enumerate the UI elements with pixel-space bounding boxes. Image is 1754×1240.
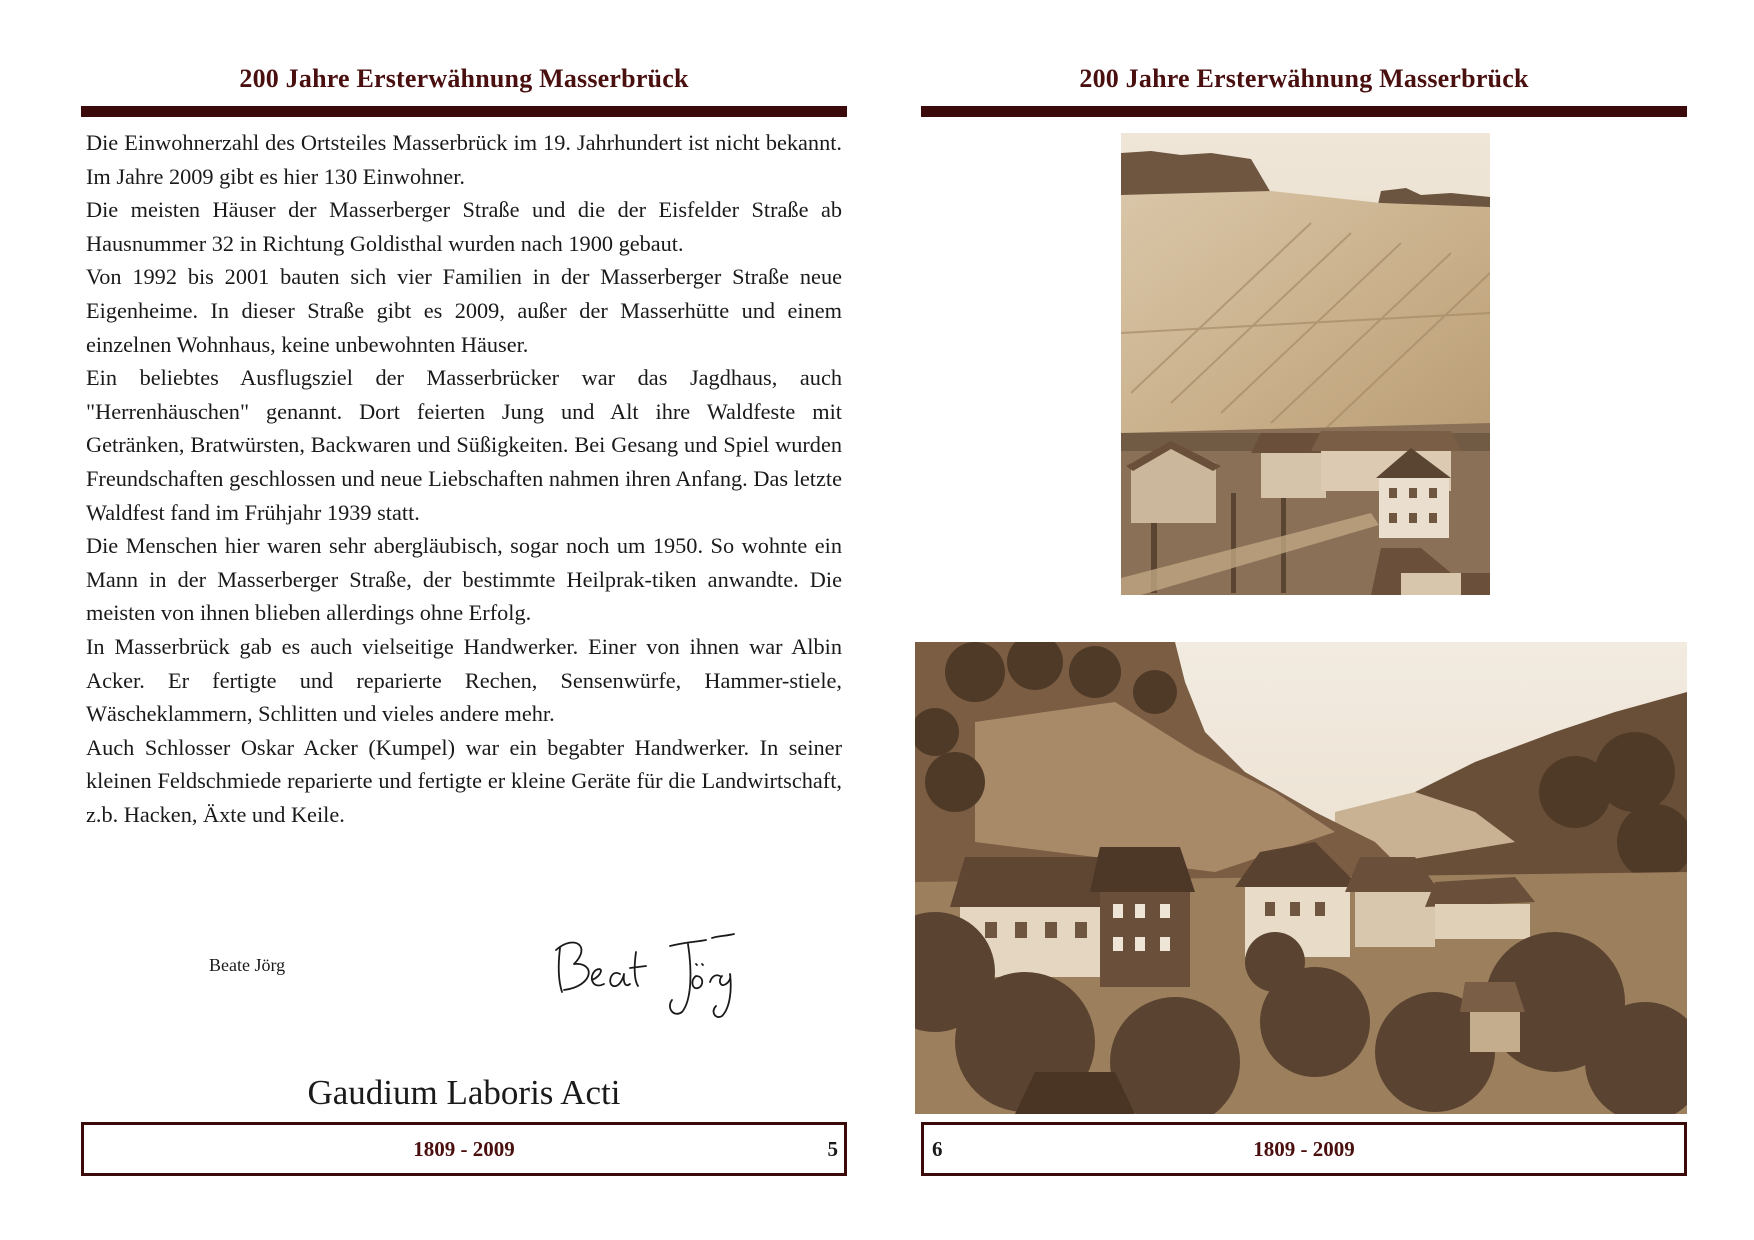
historic-photo-village — [915, 642, 1687, 1114]
paragraph: Ein beliebtes Ausflugsziel der Masserbrücker war das Jagdhaus, auch "Herrenhäuschen" genannt. Dort feierten Jung und Alt ihre Waldfeste mit Getränken, Bratwürsten, Backwaren und Süßigkeiten. Bei Gesang und Spiel wurden Freundschaften geschlossen und neue Liebschaften nahmen ihren Anfang. Das letzte Waldfest fand im Frühjahr 1939 statt. — [86, 365, 842, 525]
body-text — [86, 126, 842, 831]
motto: Gaudium Laboris Acti — [307, 1073, 621, 1112]
paragraph: In Masserbrück gab es auch vielseitige Handwerker. Einer von ihnen war Albin Acker. Er fertigte und reparierte Rechen, Sensenwürfe, Hammer-stiele, Wäscheklammern, Schlitten und vieles andere mehr. — [86, 633, 842, 727]
photo-hillside-image — [1121, 133, 1490, 595]
right-page — [921, 0, 1687, 1240]
author-name: Beate Jörg — [209, 955, 286, 975]
footer-years: 1809 - 2009 — [1253, 1137, 1355, 1161]
footer-box — [921, 1122, 1687, 1176]
paragraph: Die Menschen hier waren sehr abergläubisch, sogar noch um 1950. So wohnte ein Mann in der Masserberger Straße, der bestimmte Heilprak-tiken anwandte. Die meisten von ihnen blieben allerdings ohne Erfolg. — [86, 533, 842, 626]
paragraph: Die Einwohnerzahl des Ortsteiles Masserbrück im 19. Jahrhundert ist nicht bekannt. Im Jahre 2009 gibt es hier 130 Einwohner. — [86, 130, 842, 189]
left-page — [81, 0, 847, 1240]
footer-years: 1809 - 2009 — [413, 1137, 515, 1161]
paragraph: Auch Schlosser Oskar Acker (Kumpel) war ein begabter Handwerker. In seiner kleinen Feldschmiede reparierte und fertigte er kleine Geräte für die Landwirtschaft, z.b. Hacken, Äxte und Keile. — [86, 734, 842, 827]
header-rule — [921, 106, 1687, 117]
historic-photo-hillside — [1121, 133, 1490, 595]
handwritten-signature — [546, 920, 746, 1020]
header-rule — [81, 106, 847, 117]
running-title: 200 Jahre Ersterwähnung Masserbrück — [239, 64, 689, 93]
paragraph: Von 1992 bis 2001 bauten sich vier Familien in der Masserberger Straße neue Eigenheime. In dieser Straße gibt es 2009, außer der Masserhütte und einem einzelnen Wohnhaus, keine unbewohnten Häuser. — [86, 264, 842, 357]
paragraph: Die meisten Häuser der Masserberger Straße und die der Eisfelder Straße ab Hausnummer 32 in Richtung Goldisthal wurden nach 1900 gebaut. — [86, 197, 842, 256]
page-number: 5 — [827, 1137, 838, 1161]
running-title: 200 Jahre Ersterwähnung Masserbrück — [1079, 64, 1529, 93]
photo-village-image — [915, 642, 1687, 1114]
page-number: 6 — [932, 1137, 943, 1161]
footer-box — [81, 1122, 847, 1176]
